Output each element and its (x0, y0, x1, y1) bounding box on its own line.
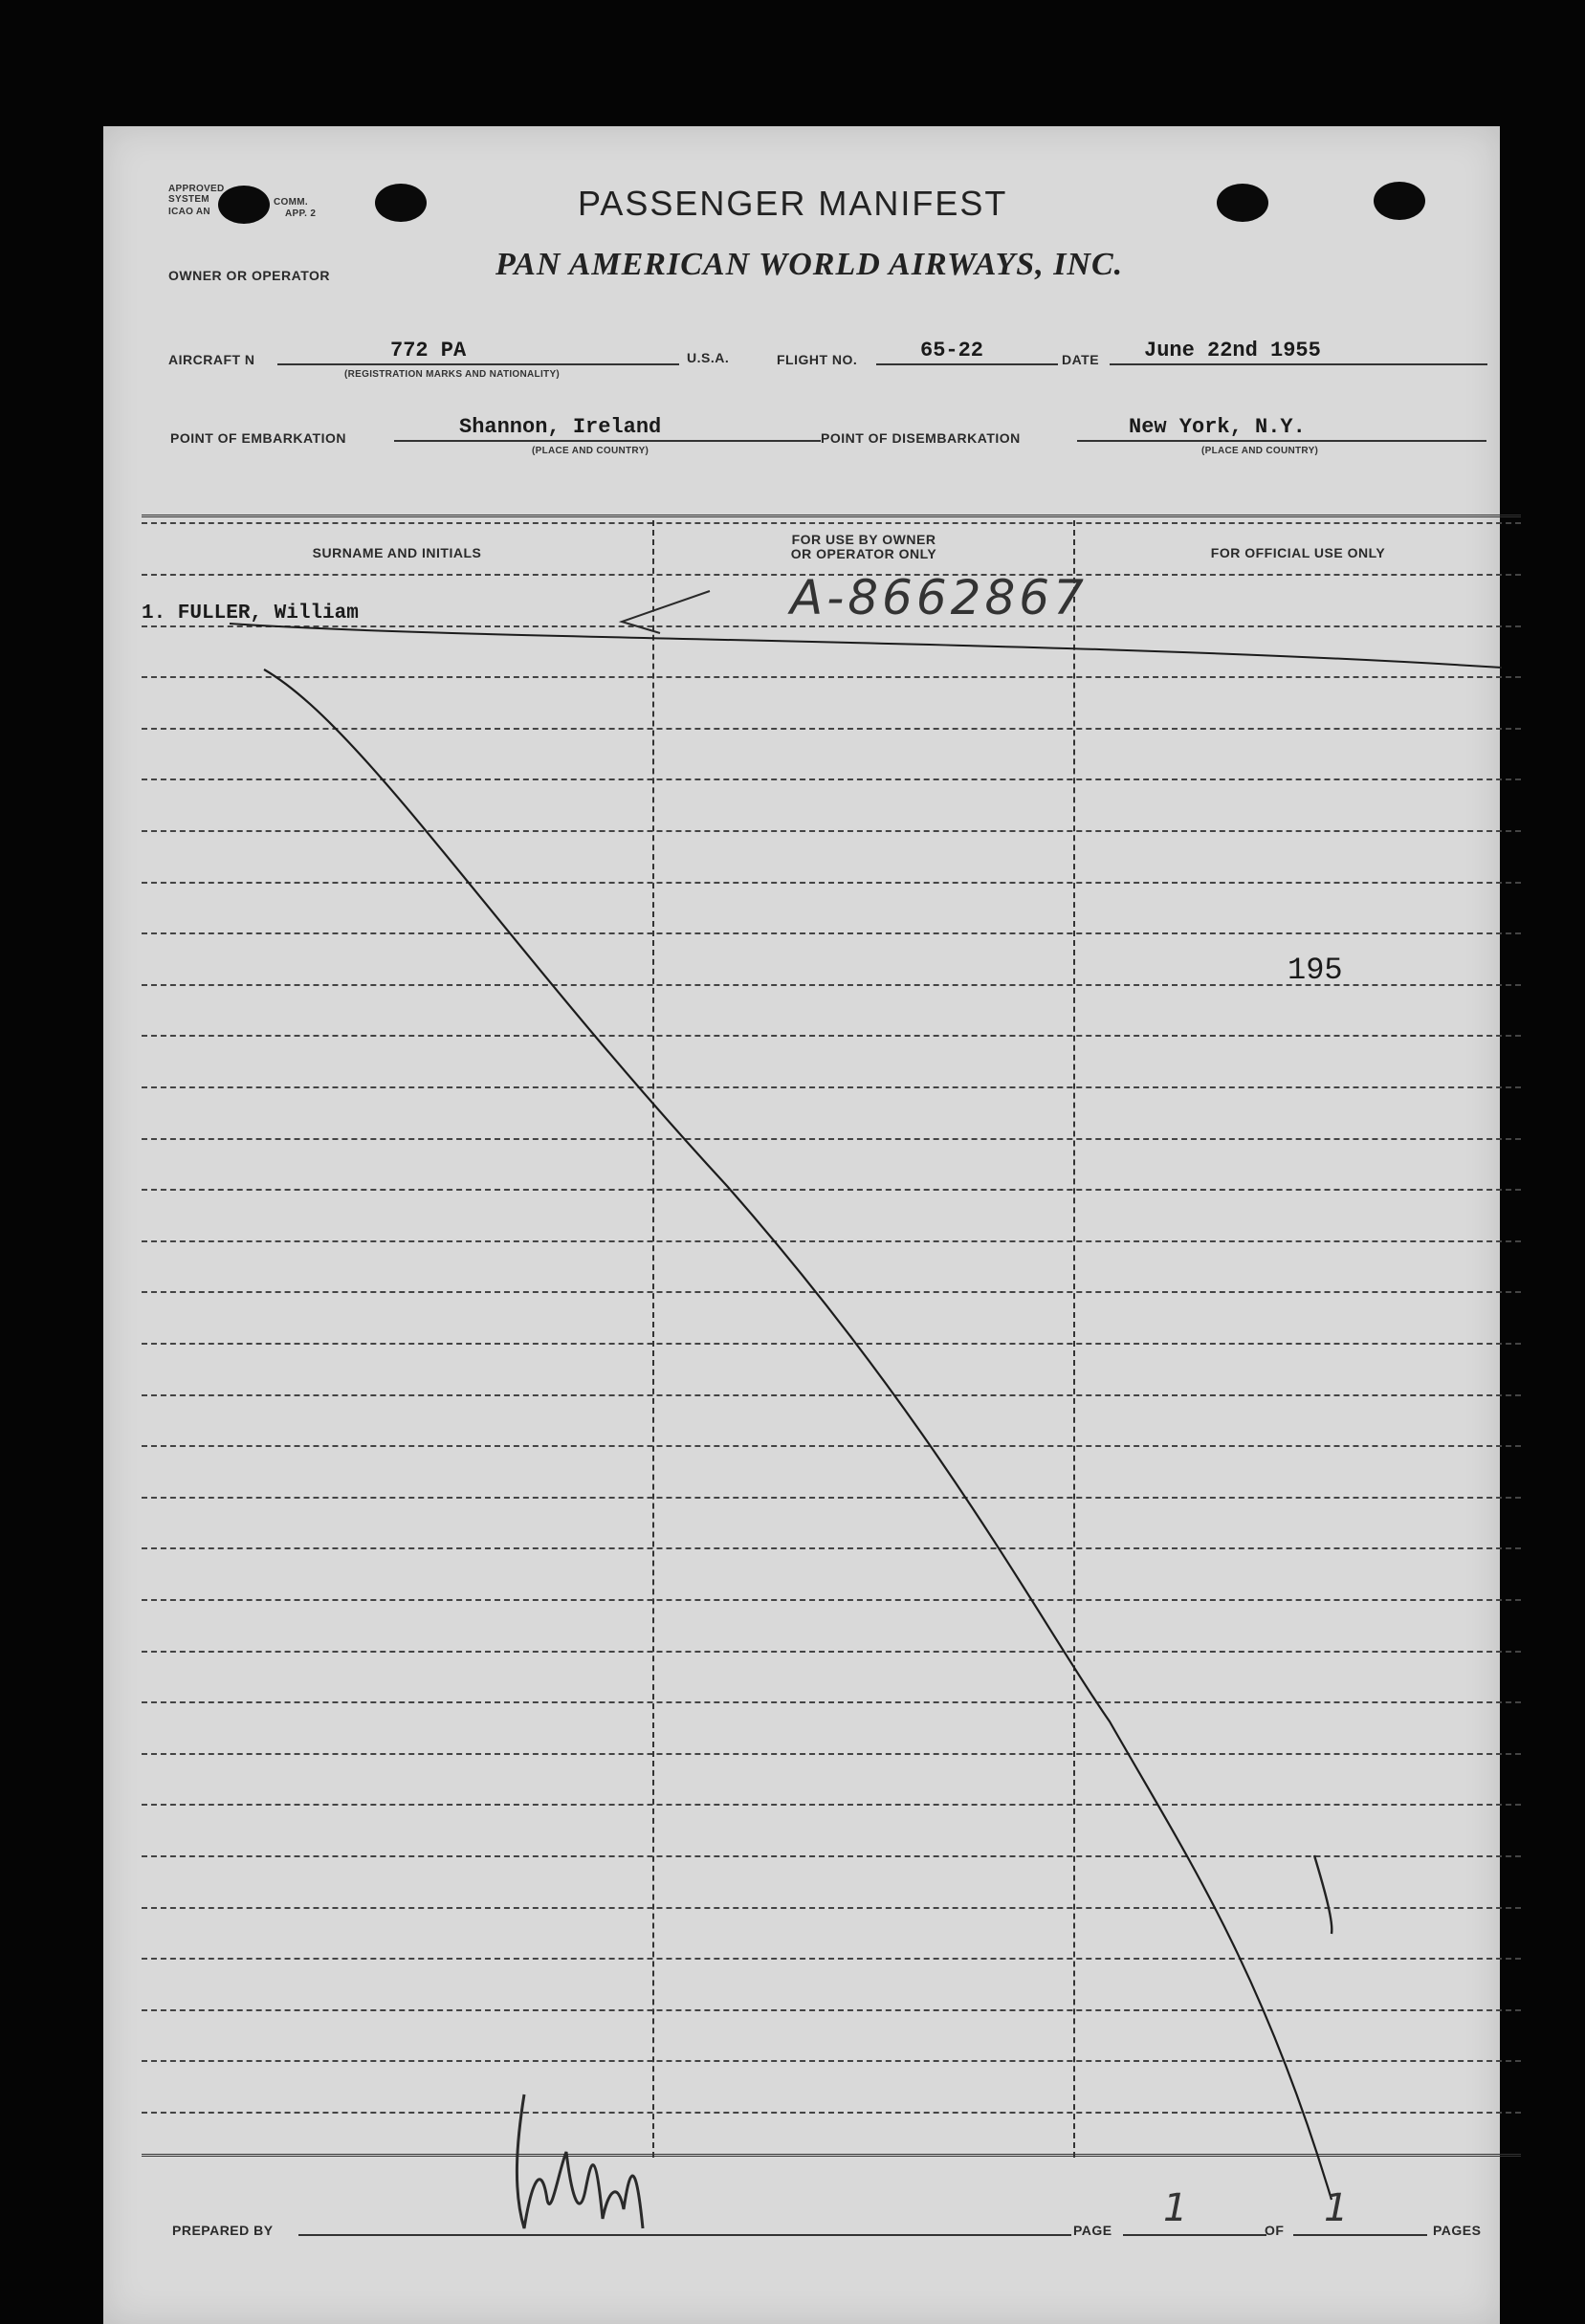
operator-name: PAN AMERICAN WORLD AIRWAYS, INC. (495, 247, 1124, 282)
approved-icao: ICAO AN (168, 207, 210, 217)
column-header-owner-line1: FOR USE BY OWNER (791, 532, 936, 547)
tally-stroke (1314, 1855, 1332, 1934)
date-value: June 22nd 1955 (1144, 339, 1321, 362)
aircraft-value: 772 PA (390, 339, 467, 362)
total-pages: 1 (1324, 2186, 1353, 2230)
page-title: PASSENGER MANIFEST (578, 184, 1008, 223)
pages-label: PAGES (1433, 2223, 1482, 2238)
embarkation-caption: (PLACE AND COUNTRY) (532, 446, 649, 456)
prepared-by-label: PREPARED BY (172, 2223, 274, 2238)
flight-label: FLIGHT NO. (777, 352, 858, 367)
page-underline (1123, 2234, 1266, 2236)
official-stamp-number: 195 (1288, 953, 1343, 988)
disembarkation-caption: (PLACE AND COUNTRY) (1201, 446, 1319, 456)
passenger-entry: 1. FULLER, William (142, 603, 359, 625)
owner-label: OWNER OR OPERATOR (168, 268, 330, 283)
approved-comm: COMM. (274, 197, 308, 208)
of-underline (1293, 2234, 1427, 2236)
page-label: PAGE (1073, 2223, 1112, 2238)
of-label: OF (1265, 2223, 1285, 2238)
prepared-by-underline (298, 2234, 1071, 2236)
date-label: DATE (1062, 352, 1100, 367)
approved-system: SYSTEM (168, 194, 209, 205)
embarkation-value: Shannon, Ireland (459, 415, 662, 439)
disembarkation-value: New York, N.Y. (1129, 415, 1306, 439)
usa-label: U.S.A. (687, 350, 730, 365)
registration-caption: (REGISTRATION MARKS AND NATIONALITY) (344, 369, 561, 380)
column-header-owner-line2: OR OPERATOR ONLY (790, 546, 937, 561)
arrow-stroke (622, 591, 710, 633)
column-header-official: FOR OFFICIAL USE ONLY (1210, 545, 1386, 560)
page-number: 1 (1163, 2186, 1192, 2230)
column-header-surname: SURNAME AND INITIALS (312, 545, 482, 560)
embarkation-label: POINT OF EMBARKATION (170, 430, 346, 446)
underline-stroke (230, 624, 1502, 668)
approved-app: APP. 2 (285, 208, 317, 219)
flight-value: 65-22 (920, 339, 984, 362)
approved-text: APPROVED (168, 184, 225, 194)
disembarkation-label: POINT OF DISEMBARKATION (821, 430, 1021, 446)
aircraft-label: AIRCRAFT N (168, 352, 255, 367)
cancel-line (264, 669, 1332, 2200)
owner-handwritten-note: A-8662867 (790, 570, 1088, 625)
signature (517, 2094, 643, 2228)
